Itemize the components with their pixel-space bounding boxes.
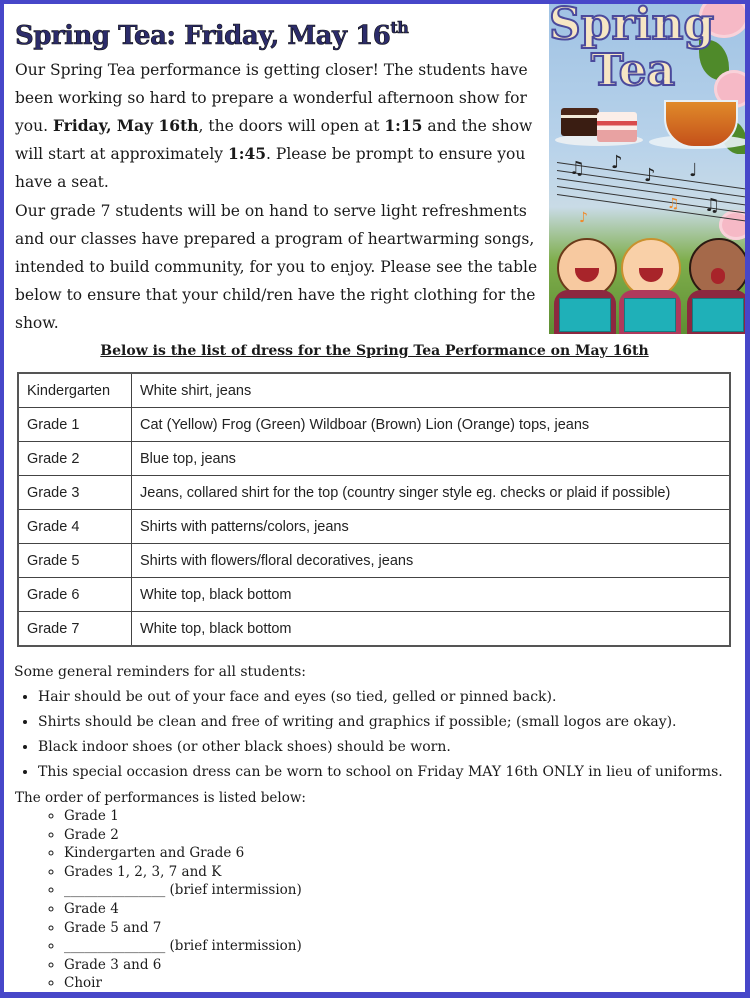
intro-paragraph-1 [15,56,550,196]
newsletter-page [4,4,745,992]
intro-text: . Please be prompt to ensure you have a seat. [15,145,526,191]
list-item: • Black indoor shoes (or other black shoes) should be worn. [38,735,723,760]
table-row [18,373,730,408]
music-note-icon: ♫ [569,158,586,179]
doors-open-time: 1:15 [384,116,423,135]
dress-cell: Shirts with flowers/floral decoratives, jeans [132,544,731,578]
table-row [18,408,730,442]
music-note-icon: ♫ [704,195,721,216]
intro-paragraph-2: Our grade 7 students will be on hand to serve light refreshments and our classes have prepared a program of heartwarming songs, intended to build community, for you to enjoy. Please see the table below to ensure that your child/ren have the right clothing for the show. [15,202,538,332]
list-item: ◦ Kindergarten and Grade 6 [64,844,302,863]
music-note-icon: ♩ [689,160,698,181]
list-item: ◦ Choir [64,974,302,992]
strawberry-cake-icon [597,112,637,142]
list-item: ◦ Grades 1, 2, 3, 7 and K [64,863,302,882]
grade-cell: Grade 4 [18,510,132,544]
list-item: ◦ Grade 4 [64,900,302,919]
book-icon [559,298,611,332]
list-item: ◦ _______________ (brief intermission) [64,881,302,900]
grade-cell: Grade 2 [18,442,132,476]
dress-cell: Cat (Yellow) Frog (Green) Wildboar (Brown) Lion (Orange) tops, jeans [132,408,731,442]
dress-cell: Jeans, collared shirt for the top (country singer style eg. checks or plaid if possible) [132,476,731,510]
list-item: • Shirts should be clean and free of writing and graphics if possible; (small logos are okay). [38,710,723,735]
table-row [18,510,730,544]
music-note-icon: ♪ [611,152,623,173]
list-item: • Hair should be out of your face and eyes (so tied, gelled or pinned back). [38,685,723,710]
title-ordinal-suffix: th [390,18,409,37]
singing-child-1 [557,238,617,298]
book-icon [624,298,676,332]
spring-tea-image [549,4,745,334]
hero-title-line1: Spring [549,4,715,50]
grade-cell: Grade 3 [18,476,132,510]
reminders-list [14,685,723,785]
hero-title-line2: Tea [590,45,676,96]
dress-table-heading: Below is the list of dress for the Spring Tea Performance on May 16th [100,343,649,359]
table-row [18,578,730,612]
list-item: ◦ Grade 2 [64,826,302,845]
dress-cell: White top, black bottom [132,578,731,612]
performance-order-title: The order of performances is listed below: [15,790,306,806]
list-item: ◦ Grade 5 and 7 [64,919,302,938]
intro-section [15,56,550,338]
page-title [15,8,408,56]
chocolate-cake-icon [561,108,599,136]
blossom-icon [719,210,745,240]
list-item: ◦ Grade 1 [64,807,302,826]
music-note-icon: ♪ [644,165,656,186]
list-item: ◦ _______________ (brief intermission) [64,937,302,956]
intro-text: Our Spring Tea performance is getting closer! The students have been working so hard to prepare a wonderful afternoon show for you. [15,61,528,135]
show-start-time: 1:45 [227,144,267,163]
dress-cell: Blue top, jeans [132,442,731,476]
intro-text: , the doors will open at [198,117,385,135]
dress-cell: White top, black bottom [132,612,731,647]
grade-cell: Grade 7 [18,612,132,647]
list-item: • This special occasion dress can be worn to school on Friday MAY 16th ONLY in lieu of uniforms. [38,760,723,785]
grade-cell: Grade 6 [18,578,132,612]
dress-cell: Shirts with patterns/colors, jeans [132,510,731,544]
music-note-icon: ♪ [579,210,588,226]
dress-cell: White shirt, jeans [132,373,731,408]
intro-text: and the show will start at approximately [15,117,533,163]
tea-cup-icon [664,100,738,148]
music-note-icon: ♫ [667,196,680,212]
dress-code-table [17,372,731,647]
singing-child-2 [621,238,681,298]
table-row [18,612,730,647]
title-text: Spring Tea: Friday, May 16 [15,21,391,51]
table-row [18,544,730,578]
event-date: Friday, May 16th [52,116,199,135]
performance-order-list [42,807,302,992]
grade-cell: Kindergarten [18,373,132,408]
table-row [18,442,730,476]
grade-cell: Grade 1 [18,408,132,442]
hero-title [549,4,715,96]
grade-cell: Grade 5 [18,544,132,578]
book-icon [692,298,744,332]
singing-child-3 [689,238,745,298]
reminders-title: Some general reminders for all students: [14,664,306,680]
list-item: ◦ Grade 3 and 6 [64,956,302,975]
table-row [18,476,730,510]
